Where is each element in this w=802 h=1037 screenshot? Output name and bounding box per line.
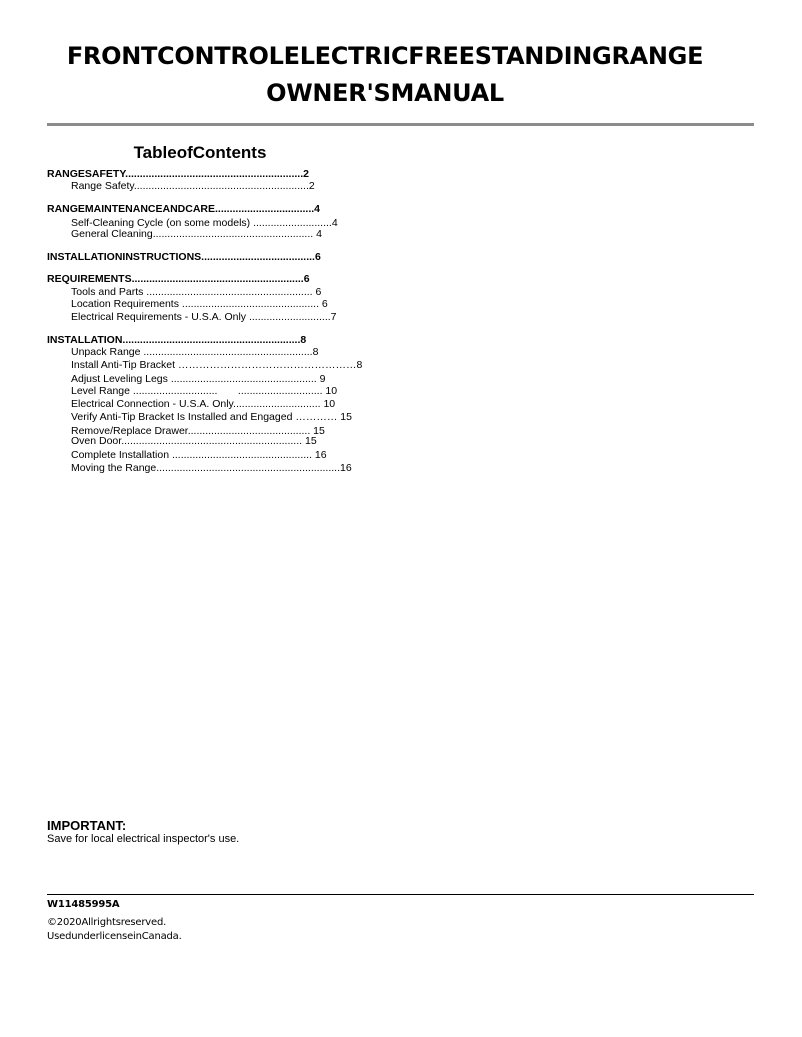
toc-section-entry[interactable]: RANGESAFETY.............................................................2	[47, 168, 309, 180]
title-line-1: FRONTCONTROLELECTRICFREESTANDINGRANGE	[66, 42, 704, 70]
toc-subentry[interactable]: Remove/Replace Drawer.......................................... 15	[71, 425, 325, 437]
toc-subentry[interactable]: Tools and Parts ......................................................... 6	[71, 286, 322, 298]
toc-subentry[interactable]: Level Range ............................. ............................. 10	[71, 385, 338, 397]
toc-subentry[interactable]: General Cleaning....................................................... 4	[71, 228, 322, 240]
footer-divider	[47, 894, 754, 895]
toc-subentry[interactable]: Oven Door.............................................................. 15	[71, 435, 317, 447]
toc-subentry[interactable]: Range Safety............................................................2	[71, 180, 315, 192]
toc-subentry[interactable]: Location Requirements ............................................... 6	[71, 298, 328, 310]
toc-subentry[interactable]: Unpack Range ..........................................................8	[71, 346, 319, 358]
toc-subentry[interactable]: Complete Installation ................................................ 16	[71, 449, 327, 461]
toc-section-entry[interactable]: INSTALLATIONINSTRUCTIONS.......................................6	[47, 251, 321, 263]
toc-section-entry[interactable]: REQUIREMENTS...........................................................6	[47, 273, 310, 285]
toc-subentry[interactable]: Electrical Connection - U.S.A. Only.............................. 10	[71, 398, 336, 410]
part-number: W11485995A	[47, 899, 120, 910]
copyright: ©2020Allrightsreserved.	[47, 917, 167, 928]
title-line-2: OWNER'SMANUAL	[266, 79, 504, 107]
toc-section-entry[interactable]: RANGEMAINTENANCEANDCARE..................................4	[47, 203, 321, 215]
toc-subentry[interactable]: Adjust Leveling Legs .................................................. 9	[71, 373, 326, 385]
important-label: IMPORTANT:	[47, 818, 127, 833]
toc-subentry[interactable]: Electrical Requirements - U.S.A. Only ............................7	[71, 311, 337, 323]
toc-heading: TableofContents	[133, 143, 267, 162]
toc-subentry[interactable]: Moving the Range...............................................................16	[71, 462, 352, 474]
license-notice: UsedunderlicenseinCanada.	[47, 931, 182, 942]
toc-section-entry[interactable]: INSTALLATION.............................................................8	[47, 334, 307, 346]
toc-subentry[interactable]: Self-Cleaning Cycle (on some models) ...........................4	[71, 217, 338, 229]
header-divider	[47, 123, 754, 126]
toc-subentry[interactable]: Install Anti-Tip Bracket ……………………………………………8	[71, 359, 363, 371]
important-text: Save for local electrical inspector's use.	[47, 833, 240, 845]
toc-subentry[interactable]: Verify Anti-Tip Bracket Is Installed and Engaged ………… 15	[71, 411, 352, 423]
